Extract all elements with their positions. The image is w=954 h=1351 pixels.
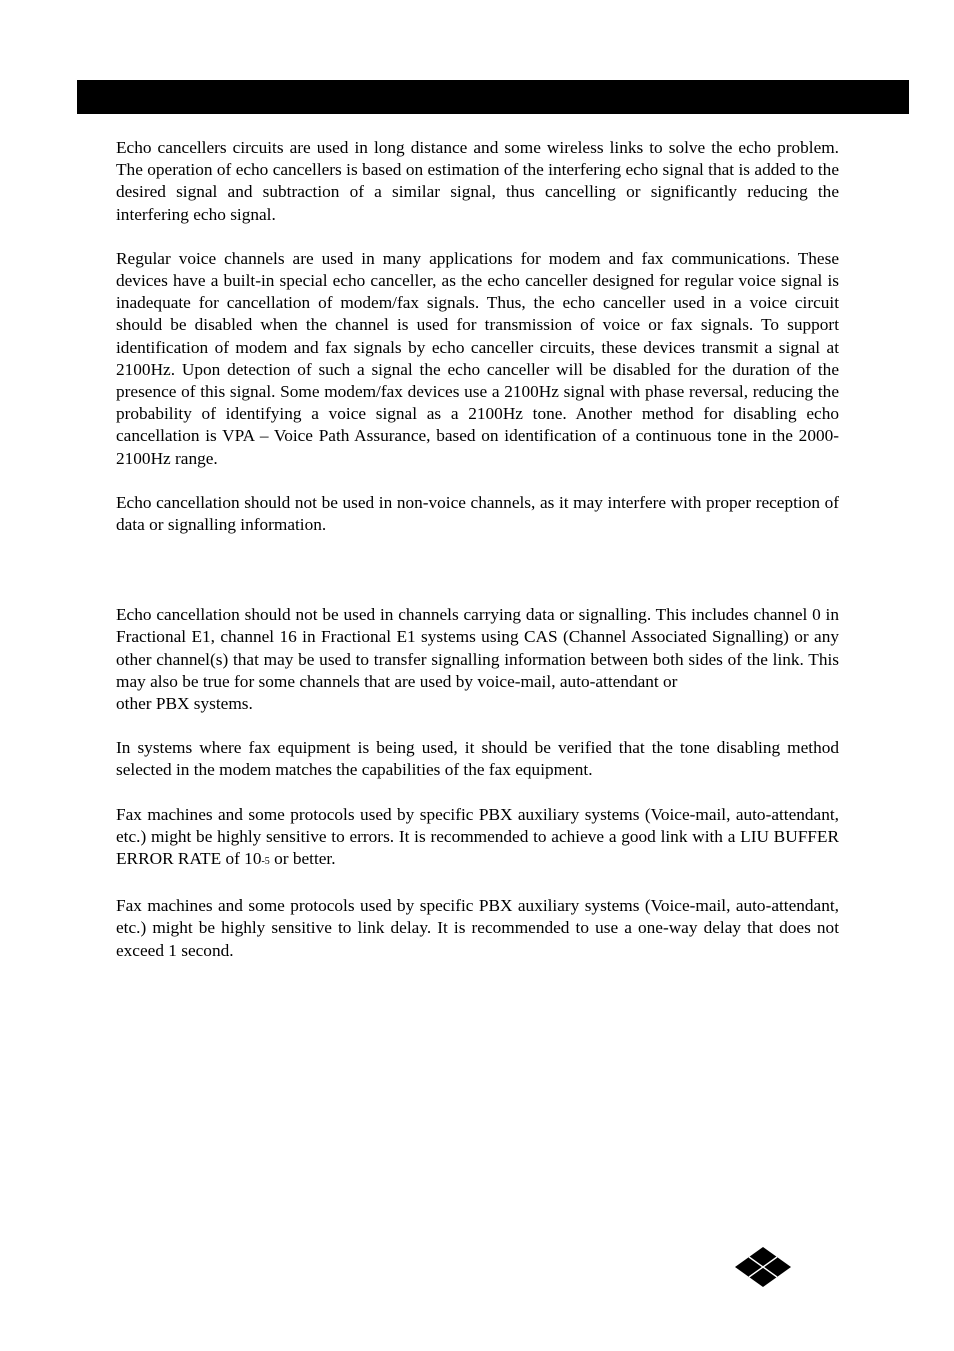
document-body <box>116 137 839 984</box>
paragraph-non-voice: Echo cancellation should not be used in non-voice channels, as it may interfere with proper reception of data or signalling information. <box>116 492 839 535</box>
paragraph-data-signalling <box>116 604 839 715</box>
diamond-logo-icon <box>733 1246 793 1288</box>
paragraph-data-signalling-main: Echo cancellation should not be used in channels carrying data or signalling. This includes channel 0 in Fractional E1, channel 16 in Fractional E1 systems using CAS (Channel Associated Signalling) or any other channel(s) that may be used to transfer signalling information between both sides of the link. This may also be true for some channels that are used by voice-mail, auto-attendant or <box>116 605 839 691</box>
error-rate-text: Fax machines and some protocols used by specific PBX auxiliary systems (Voice-mail, auto-attendant, etc.) might be highly sensitive to errors. It is recommended to achieve a good link with a LIU BUFFER ERROR RATE of 10 <box>116 804 839 869</box>
header-bar <box>77 80 909 114</box>
paragraph-fax-equipment: In systems where fax equipment is being used, it should be verified that the tone disabling method selected in the modem matches the capabilities of the fax equipment. <box>116 738 839 780</box>
paragraph-data-signalling-tail: other PBX systems. <box>116 694 253 714</box>
paragraph-link-delay: Fax machines and some protocols used by specific PBX auxiliary systems (Voice-mail, auto-attendant, etc.) might be highly sensitive to link delay. It is recommended to use a one-way delay that does not exceed 1 second. <box>116 896 839 960</box>
error-rate-exponent: -5 <box>261 856 270 868</box>
paragraph-echo-cancellers: Echo cancellers circuits are used in long distance and some wireless links to solve the echo problem. The operation of echo cancellers is based on estimation of the interfering echo signal that is added to the desired signal and subtraction of a similar signal, thus cancelling or significantly reducing the interfering echo signal. <box>116 138 839 224</box>
paragraph-modem-fax: Regular voice channels are used in many applications for modem and fax communications. These devices have a built-in special echo canceller, as the echo canceller designed for regular voice signal is inadequate for cancellation of modem/fax signals. Thus, the echo canceller used in a voice circuit should be disabled when the channel is used for transmission of voice or fax signals. To support identification of modem and fax signals by echo canceller circuits, these devices transmit a signal at 2100Hz. Upon detection of such a signal the echo canceller will be disabled for the duration of the presence of this signal. Some modem/fax devices use a 2100Hz signal with phase reversal, reducing the probability of identifying a voice signal as a 2100Hz tone. Another method for disabling echo cancellation is VPA – Voice Path Assurance, based on identification of a continuous tone in the 2000-2100Hz range. <box>116 248 839 468</box>
error-rate-text-end: or better. <box>269 849 336 869</box>
paragraph-error-rate <box>116 804 839 874</box>
